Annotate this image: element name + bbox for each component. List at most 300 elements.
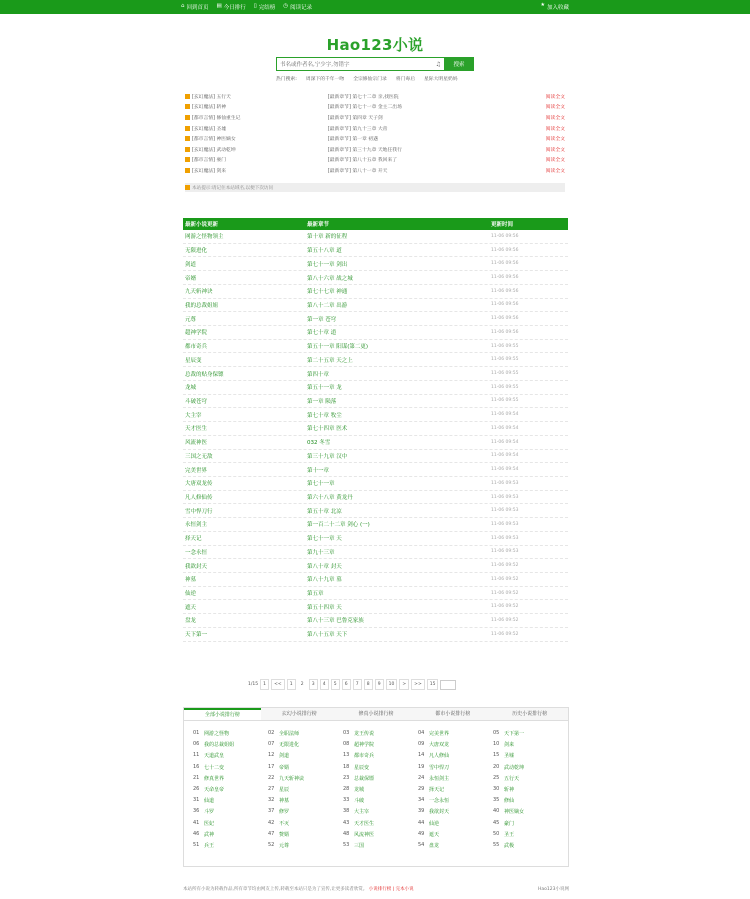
- update-time: 11-06 09:53: [491, 549, 519, 555]
- rank-item: [493, 831, 568, 842]
- rec-title[interactable]: [玄幻魔法] 五行天: [192, 94, 231, 100]
- rank-title[interactable]: 大主宰: [354, 809, 370, 816]
- novel-name[interactable]: 我欲封天: [185, 563, 208, 570]
- rank-title[interactable]: 圣墟: [504, 753, 515, 760]
- novel-name[interactable]: 天下第一: [185, 632, 208, 639]
- rank-number: 40: [493, 808, 500, 815]
- novel-name[interactable]: 盘龙: [185, 618, 197, 625]
- update-time: 11-06 09:53: [491, 521, 519, 527]
- book-icon: [185, 115, 190, 120]
- novel-name[interactable]: 天才医生: [185, 426, 208, 433]
- rank-title[interactable]: 永恒剑主: [429, 775, 450, 782]
- rank-number: 17: [268, 763, 275, 770]
- table-row: [183, 504, 568, 518]
- novel-name[interactable]: 一念永恒: [185, 549, 208, 556]
- rec-chapter[interactable]: [最新章节] 第三十九章 天地任我行: [327, 147, 402, 153]
- page-link[interactable]: 15: [427, 679, 439, 690]
- update-time: 11-06 09:56: [491, 329, 519, 335]
- top-link-history[interactable]: ◷ 阅读记录: [283, 3, 313, 11]
- rank-title[interactable]: 无限进化: [279, 742, 300, 749]
- rank-item: [193, 764, 268, 775]
- table-row: [183, 450, 568, 464]
- rank-number: 52: [268, 841, 275, 848]
- hot-search-label: 热门搜索:: [276, 77, 297, 82]
- ranking-tab[interactable]: 都市小说排行榜: [435, 711, 471, 717]
- rank-item: [268, 741, 343, 752]
- top-link-rank[interactable]: ▤ 今日排行: [216, 3, 246, 11]
- rank-number: 49: [418, 830, 425, 837]
- rank-title[interactable]: 剑道: [279, 753, 290, 760]
- rec-title[interactable]: [玄幻魔法] 武动乾坤: [192, 147, 236, 153]
- rank-item: [493, 797, 568, 808]
- chapter-link[interactable]: 第七十章 牧尘: [307, 412, 342, 419]
- table-row: [183, 257, 568, 271]
- update-time: 11-06 09:56: [491, 247, 519, 253]
- page-link[interactable]: >>: [411, 679, 425, 690]
- rank-item: [268, 820, 343, 831]
- rank-number: 55: [493, 841, 500, 848]
- pagination: [248, 679, 456, 690]
- rank-title[interactable]: 医妃: [204, 820, 215, 827]
- chapter-link[interactable]: 第九十三章: [307, 549, 335, 556]
- page-link[interactable]: 8: [364, 679, 373, 690]
- chapter-link[interactable]: 第七十四章 医术: [307, 426, 348, 433]
- rank-item: [493, 752, 568, 763]
- rank-number: 19: [418, 763, 425, 770]
- hot-search-link[interactable]: 星际大明星奶妈: [424, 77, 458, 82]
- rec-chapter[interactable]: [最新章节] 第一章 初遇: [327, 137, 378, 143]
- chapter-link[interactable]: 第三十九章 汉中: [307, 453, 348, 460]
- top-link-finished[interactable]: ▯ 完结榜: [253, 3, 276, 11]
- table-row: [183, 271, 568, 285]
- rank-item: [193, 752, 268, 763]
- rank-item: [193, 808, 268, 819]
- rank-item: [193, 820, 268, 831]
- novel-name[interactable]: 我的总裁姐姐: [185, 302, 219, 309]
- rank-item: [343, 842, 418, 853]
- chapter-link[interactable]: 032 冬雪: [307, 440, 331, 447]
- rank-number: 48: [343, 830, 350, 837]
- rank-title[interactable]: 修仙: [504, 798, 515, 805]
- page-link[interactable]: 10: [386, 679, 398, 690]
- rec-chapter[interactable]: [最新章节] 第八十五章 我回来了: [327, 158, 398, 164]
- rec-title[interactable]: [玄幻魔法] 剑来: [192, 168, 227, 174]
- page-link[interactable]: >: [399, 679, 409, 690]
- update-time: 11-06 09:53: [491, 508, 519, 514]
- novel-name[interactable]: 龙城: [185, 385, 197, 392]
- search-button[interactable]: 搜索: [444, 57, 474, 71]
- chapter-link[interactable]: 第五十章 北凉: [307, 508, 342, 515]
- rank-item: [268, 730, 343, 741]
- site-logo[interactable]: Hao123小说: [326, 36, 424, 54]
- rank-item: [193, 730, 268, 741]
- chapter-link[interactable]: 第六十八章 黄龙丹: [307, 495, 353, 502]
- chapter-link[interactable]: 第五十四章 天: [307, 604, 342, 611]
- read-link[interactable]: 阅读全文: [545, 147, 565, 153]
- update-time: 11-06 09:54: [491, 425, 519, 431]
- novel-name[interactable]: 完美世界: [185, 467, 208, 474]
- rec-title[interactable]: [都市言情] 修仙重生记: [192, 115, 241, 121]
- rank-title[interactable]: 我欲封天: [429, 809, 450, 816]
- update-time: 11-06 09:52: [491, 604, 519, 610]
- novel-name[interactable]: 永恒剑主: [185, 522, 208, 529]
- rank-title[interactable]: 武动乾坤: [504, 764, 525, 771]
- table-row: [183, 463, 568, 477]
- novel-name[interactable]: 总裁的贴身保镖: [185, 371, 224, 378]
- novel-name[interactable]: 帝婿: [185, 275, 197, 282]
- chapter-link[interactable]: 第五十八章 道: [307, 248, 342, 255]
- rank-item: [418, 741, 493, 752]
- table-row: [183, 422, 568, 436]
- rank-title[interactable]: 一念永恒: [429, 798, 450, 805]
- book-icon: [185, 147, 190, 152]
- chapter-link[interactable]: 第一百二十二章 剑心 (一): [307, 522, 370, 529]
- ranking-tab[interactable]: 全部小说排行榜: [184, 708, 261, 720]
- rank-item: [268, 797, 343, 808]
- rank-title[interactable]: 都市奇兵: [354, 753, 375, 760]
- rank-title[interactable]: 盘龙: [429, 842, 440, 849]
- page-link[interactable]: <<: [271, 679, 285, 690]
- rank-title[interactable]: 修罗: [279, 809, 290, 816]
- rank-title[interactable]: 完美世界: [429, 731, 450, 737]
- rank-title[interactable]: 仙逆: [429, 820, 440, 827]
- rank-title[interactable]: 九天斩神诀: [279, 775, 305, 782]
- rank-title[interactable]: 七十二变: [204, 764, 225, 771]
- update-time: 11-06 09:56: [491, 233, 519, 239]
- rank-item: [418, 808, 493, 819]
- rank-title[interactable]: 斩神: [504, 786, 515, 793]
- recommended-list: [185, 91, 565, 176]
- update-time: 11-06 09:54: [491, 412, 519, 418]
- rank-number: 53: [343, 841, 350, 848]
- rank-item: [493, 820, 568, 831]
- chapter-link[interactable]: 第八十章 封天: [307, 563, 342, 570]
- rank-item: [193, 786, 268, 797]
- rank-title[interactable]: 我的总裁姐姐: [204, 742, 235, 749]
- rank-item: [268, 752, 343, 763]
- rank-item: [493, 808, 568, 819]
- chapter-link[interactable]: 第八十五章 天下: [307, 632, 348, 639]
- rec-title[interactable]: [都市言情] 豪门: [192, 158, 227, 164]
- chapter-link[interactable]: 第七十一章 剑出: [307, 261, 348, 268]
- search-input[interactable]: [276, 57, 444, 71]
- novel-name[interactable]: 遮天: [185, 604, 197, 611]
- page-link[interactable]: 5: [331, 679, 340, 690]
- header-novel: 最新小说更新: [185, 222, 219, 228]
- page-link[interactable]: 9: [375, 679, 384, 690]
- home-icon: ⌂: [181, 3, 185, 10]
- ranking-tab[interactable]: 历史小说排行榜: [512, 711, 548, 717]
- rank-item: [268, 775, 343, 786]
- rec-title[interactable]: [玄幻魔法] 斩神: [192, 105, 227, 111]
- rank-title[interactable]: 武神: [204, 831, 215, 838]
- novel-name[interactable]: 大唐双龙传: [185, 481, 213, 488]
- table-row: [183, 614, 568, 628]
- novel-name[interactable]: 大主宰: [185, 412, 202, 419]
- novel-name[interactable]: 九天斩神诀: [185, 289, 213, 296]
- novel-name[interactable]: 元尊: [185, 316, 197, 323]
- rank-title[interactable]: 龙王传说: [354, 731, 375, 737]
- rank-title[interactable]: 元尊: [279, 842, 290, 849]
- read-link[interactable]: 阅读全文: [545, 126, 565, 132]
- rank-number: 16: [193, 763, 200, 770]
- rec-chapter[interactable]: [最新章节] 第四章 天子剑: [327, 115, 383, 121]
- rank-title[interactable]: 雪中悍刀: [429, 764, 450, 771]
- chapter-link[interactable]: 第八十三章 巴鲁克家族: [307, 618, 364, 625]
- novel-name[interactable]: 剑道: [185, 261, 197, 268]
- update-time: 11-06 09:53: [491, 480, 519, 486]
- chapter-link[interactable]: 第七十一章 天: [307, 536, 342, 543]
- chapter-link[interactable]: 第五十一章 阳谋(第二更): [307, 344, 369, 351]
- update-time: 11-06 09:52: [491, 576, 519, 582]
- rank-item: [418, 831, 493, 842]
- hot-search-link[interactable]: 将门毒后: [395, 77, 415, 82]
- rank-number: 13: [343, 752, 350, 759]
- chapter-link[interactable]: 第七十一章: [307, 481, 335, 488]
- rank-title[interactable]: 神墓: [279, 798, 290, 805]
- rank-item: [193, 831, 268, 842]
- rank-number: 12: [268, 752, 275, 759]
- update-time: 11-06 09:56: [491, 302, 519, 308]
- rank-item: [493, 786, 568, 797]
- rank-title[interactable]: 帝婿: [279, 764, 290, 771]
- rank-title[interactable]: 超神学院: [354, 742, 375, 749]
- rank-title[interactable]: 斗破: [354, 798, 365, 805]
- chapter-link[interactable]: 第四十章: [307, 371, 330, 378]
- top-link-home[interactable]: ⌂ 回到首页: [181, 3, 209, 11]
- read-link[interactable]: 阅读全文: [545, 115, 565, 121]
- rank-number: 09: [418, 741, 425, 748]
- chapter-link[interactable]: 第七十章 道: [307, 330, 337, 337]
- book-icon: [185, 104, 190, 109]
- rank-number: 44: [418, 819, 425, 826]
- table-row: [183, 518, 568, 532]
- update-time: 11-06 09:56: [491, 316, 519, 322]
- rank-number: 45: [493, 819, 500, 826]
- rank-title[interactable]: 全职法师: [279, 731, 300, 737]
- chapter-link[interactable]: 第十章 新的征程: [307, 234, 348, 241]
- rank-number: 34: [418, 797, 425, 804]
- rank-number: 24: [418, 774, 425, 781]
- novel-name[interactable]: 网游之怪物领主: [185, 234, 224, 241]
- rank-number: 01: [193, 730, 200, 736]
- rec-title[interactable]: [玄幻魔法] 圣墟: [192, 126, 227, 132]
- chapter-link[interactable]: 第五十一章 龙: [307, 385, 342, 392]
- novel-name[interactable]: 仙逆: [185, 591, 197, 598]
- update-time: 11-06 09:55: [491, 343, 519, 349]
- rank-number: 30: [493, 785, 500, 792]
- update-time: 11-06 09:55: [491, 357, 519, 363]
- novel-name[interactable]: 斗破苍穹: [185, 398, 208, 405]
- list-item: [185, 123, 565, 134]
- history-icon: ◷: [283, 3, 289, 10]
- rank-title[interactable]: 择天记: [429, 786, 445, 793]
- novel-name[interactable]: 风流神医: [185, 440, 208, 447]
- read-link[interactable]: 阅读全文: [545, 168, 565, 174]
- rank-title[interactable]: 豪门: [504, 820, 515, 827]
- rank-title[interactable]: 武极: [504, 842, 515, 849]
- table-row: [183, 244, 568, 258]
- novel-name[interactable]: 择天记: [185, 536, 202, 543]
- rank-title[interactable]: 凡人修仙: [429, 753, 450, 760]
- rec-chapter[interactable]: [最新章节] 第七十二章 亲,找医院: [327, 94, 399, 100]
- hot-search-link[interactable]: 全宗修仙宗门录: [353, 77, 387, 82]
- rank-item: [268, 842, 343, 853]
- page-link[interactable]: 2: [300, 682, 304, 687]
- rank-number: 08: [343, 741, 350, 748]
- rank-title[interactable]: 不灭: [279, 820, 290, 827]
- header-time: 更新时间: [491, 222, 514, 228]
- table-row: [183, 312, 568, 326]
- top-links: [181, 3, 312, 11]
- rank-title[interactable]: 总裁保镖: [354, 775, 375, 782]
- rec-chapter[interactable]: [最新章节] 第九十三章 大帝: [327, 126, 388, 132]
- page-link[interactable]: 3: [309, 679, 318, 690]
- rank-number: 42: [268, 819, 275, 826]
- chapter-link[interactable]: 第七十七章 神通: [307, 289, 348, 296]
- table-row: [183, 600, 568, 614]
- rank-item: [343, 764, 418, 775]
- rank-title[interactable]: 五行天: [504, 775, 520, 782]
- chapter-link[interactable]: 第二十五章 天之上: [307, 357, 353, 364]
- table-row: [183, 395, 568, 409]
- chapter-link[interactable]: 第八十六章 战之城: [307, 275, 353, 282]
- novel-name[interactable]: 神墓: [185, 577, 197, 584]
- rec-chapter[interactable]: [最新章节] 第七十一章 金主二出场: [327, 105, 402, 111]
- table-body: [183, 230, 568, 642]
- rank-number: 31: [193, 797, 200, 804]
- rank-title[interactable]: 兵王: [204, 842, 215, 849]
- update-time: 11-06 09:55: [491, 384, 519, 390]
- rank-title[interactable]: 天才医生: [354, 820, 375, 827]
- rank-title[interactable]: 大唐双龙: [429, 742, 450, 749]
- rank-number: 41: [193, 819, 200, 826]
- rank-title[interactable]: 天下第一: [504, 731, 525, 737]
- table-header: [183, 218, 568, 230]
- book-icon: ▯: [253, 3, 257, 10]
- rank-number: 02: [268, 730, 275, 736]
- add-favorite-link[interactable]: ★ 加入收藏: [540, 2, 569, 11]
- page-link[interactable]: 4: [320, 679, 329, 690]
- rank-number: 03: [343, 730, 350, 736]
- list-item: [185, 133, 565, 144]
- novel-name[interactable]: 凡人修仙传: [185, 495, 213, 502]
- read-link[interactable]: 阅读全文: [545, 94, 565, 100]
- page-link[interactable]: 1: [287, 679, 296, 690]
- ranking-tabs: [184, 708, 568, 721]
- rank-title[interactable]: 龙城: [354, 786, 365, 793]
- microphone-icon[interactable]: ♫: [435, 61, 441, 68]
- rec-chapter[interactable]: [最新章节] 第八十一章 开天: [327, 168, 388, 174]
- rank-item: [418, 730, 493, 741]
- novel-name[interactable]: 三国之无敌: [185, 453, 213, 460]
- chapter-link[interactable]: 第十一章: [307, 467, 330, 474]
- rank-number: 06: [193, 741, 200, 748]
- rank-title[interactable]: 星辰变: [354, 764, 370, 771]
- novel-name[interactable]: 雪中悍刀行: [185, 508, 213, 515]
- rank-item: [193, 797, 268, 808]
- rank-title[interactable]: 风流神医: [354, 831, 375, 838]
- read-link[interactable]: 阅读全文: [545, 158, 565, 164]
- table-row: [183, 230, 568, 244]
- rec-title[interactable]: [都市言情] 神医嫡女: [192, 137, 236, 143]
- ranking-panel: [183, 707, 569, 867]
- rank-title[interactable]: 三国: [354, 842, 365, 849]
- novel-name[interactable]: 超神学院: [185, 330, 208, 337]
- chapter-link[interactable]: 第一章 陨落: [307, 398, 337, 405]
- table-row: [183, 340, 568, 354]
- table-row: [183, 477, 568, 491]
- rank-item: [343, 820, 418, 831]
- rank-title[interactable]: 圣王: [504, 831, 515, 838]
- chapter-link[interactable]: 第八十二章 出游: [307, 302, 348, 309]
- rank-item: [418, 764, 493, 775]
- rank-item: [343, 808, 418, 819]
- novel-name[interactable]: 星辰变: [185, 357, 202, 364]
- rank-number: 18: [343, 763, 350, 770]
- read-link[interactable]: 阅读全文: [545, 105, 565, 111]
- header-chapter: 最新章节: [307, 222, 330, 228]
- ranking-tab[interactable]: 玄幻小说排行榜: [281, 711, 317, 717]
- rank-title[interactable]: 遮天: [429, 831, 440, 838]
- rank-title[interactable]: 网游之怪物: [204, 731, 230, 737]
- table-row: [183, 546, 568, 560]
- chapter-link[interactable]: 第八十九章 墓: [307, 577, 342, 584]
- update-time: 11-06 09:55: [491, 398, 519, 404]
- page-info: 1/15: [248, 682, 259, 687]
- rank-item: [343, 730, 418, 741]
- rank-number: 05: [493, 730, 500, 736]
- hot-search-link[interactable]: 周深下的千年一吻: [305, 77, 345, 82]
- rank-title[interactable]: 剑来: [504, 742, 515, 749]
- rank-number: 32: [268, 797, 275, 804]
- rank-number: 25: [493, 774, 500, 781]
- page-link[interactable]: 1: [260, 679, 269, 690]
- rank-item: [343, 752, 418, 763]
- page-link[interactable]: 7: [353, 679, 362, 690]
- read-link[interactable]: 阅读全文: [545, 137, 565, 143]
- footer-links[interactable]: 小说排行榜 | 完本小说: [368, 887, 414, 892]
- page-jump-input[interactable]: [440, 680, 456, 690]
- chapter-link[interactable]: 第五章: [307, 591, 324, 598]
- rank-title[interactable]: 星辰: [279, 786, 290, 793]
- rank-number: 28: [343, 785, 350, 792]
- rank-title[interactable]: 修真世界: [204, 775, 225, 782]
- rank-number: 54: [418, 841, 425, 848]
- list-item: [185, 165, 565, 176]
- rank-number: 29: [418, 785, 425, 792]
- table-row: [183, 381, 568, 395]
- rank-title[interactable]: 赘婿: [279, 831, 290, 838]
- rank-title[interactable]: 天命皇帝: [204, 786, 225, 793]
- ranking-tab[interactable]: 修真小说排行榜: [358, 711, 394, 717]
- rank-title[interactable]: 天道武皇: [204, 753, 225, 760]
- novel-name[interactable]: 无限进化: [185, 248, 208, 255]
- update-time: 11-06 09:54: [491, 453, 519, 459]
- rank-item: [343, 741, 418, 752]
- rank-item: [493, 730, 568, 741]
- page-link[interactable]: 6: [342, 679, 351, 690]
- rank-item: [418, 786, 493, 797]
- chapter-link[interactable]: 第一章 苍穹: [307, 316, 337, 323]
- novel-name[interactable]: 都市奇兵: [185, 344, 208, 351]
- rank-title[interactable]: 仙道: [204, 798, 215, 805]
- rank-title[interactable]: 斗罗: [204, 809, 215, 816]
- table-row: [183, 559, 568, 573]
- update-time: 11-06 09:56: [491, 288, 519, 294]
- rank-title[interactable]: 神医嫡女: [504, 809, 525, 816]
- table-row: [183, 532, 568, 546]
